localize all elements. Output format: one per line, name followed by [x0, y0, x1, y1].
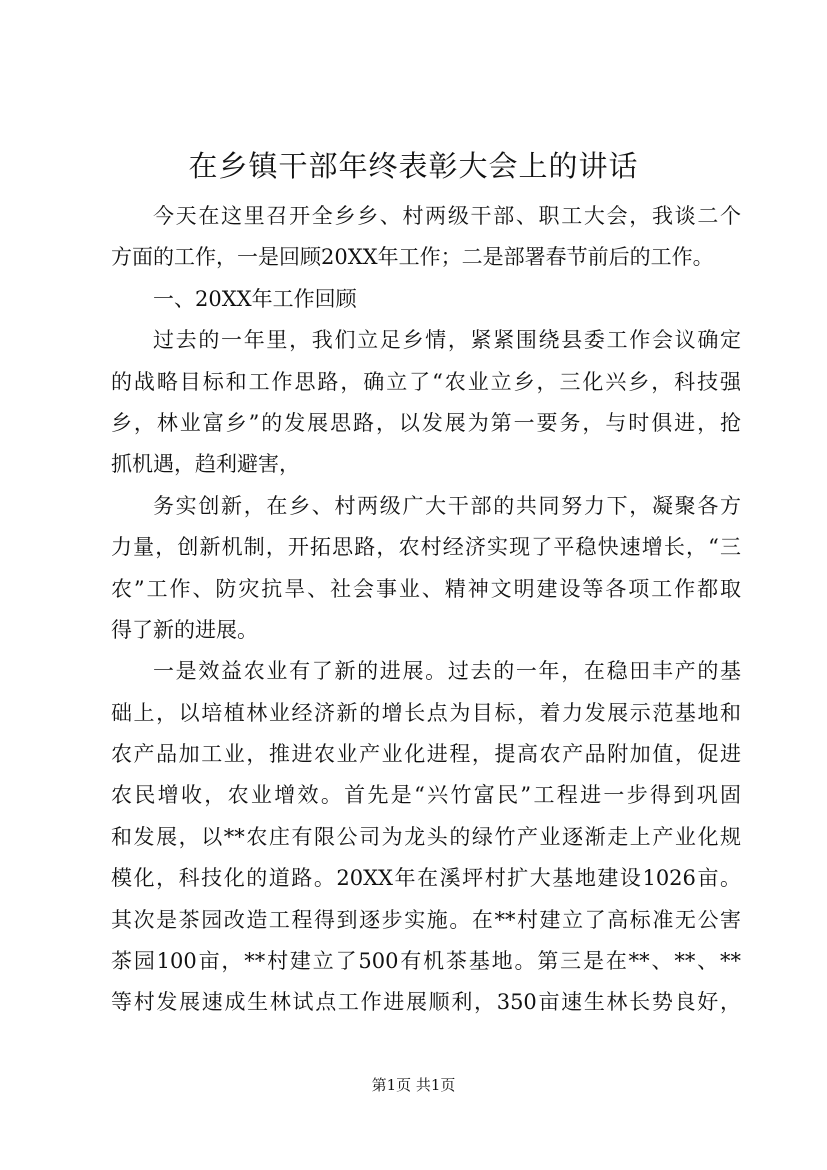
paragraph-line: 农民增收，农业增效。首先是“兴竹富民”工程进一步得到巩固 [111, 783, 741, 808]
paragraph-line: 和发展，以**农庄有限公司为龙头的绿竹产业逐渐走上产业化规 [111, 824, 741, 849]
paragraph-line: 方面的工作，一是回顾20XX年工作；二是部署春节前后的工作。 [111, 245, 714, 270]
paragraph-line: 抓机遇，趋利避害， [111, 452, 300, 477]
paragraph-line: 力量，创新机制，开拓思路，农村经济实现了平稳快速增长，“三 [111, 535, 741, 560]
paragraph-line: 过去的一年里，我们立足乡情，紧紧围绕县委工作会议确定 [153, 328, 741, 353]
paragraph-line: 一是效益农业有了新的进展。过去的一年，在稳田丰产的基 [153, 659, 741, 684]
paragraph-line: 础上，以培植林业经济新的增长点为目标，着力发展示范基地和 [111, 700, 741, 725]
paragraph-line: 的战略目标和工作思路，确立了“农业立乡，三化兴乡，科技强 [111, 369, 741, 394]
paragraph-line: 等村发展速成生林试点工作进展顺利，350亩速生林长势良好， [111, 990, 741, 1015]
paragraph-line: 茶园100亩，**村建立了500有机茶基地。第三是在**、**、** [111, 949, 741, 974]
paragraph-line: 农产品加工业，推进农业产业化进程，提高农产品附加值，促进 [111, 742, 741, 767]
paragraph-line: 模化，科技化的道路。20XX年在溪坪村扩大基地建设1026亩。 [111, 866, 741, 891]
page-footer: 第1页 共1页 [371, 1076, 456, 1094]
document-title: 在乡镇干部年终表彰大会上的讲话 [188, 149, 639, 183]
paragraph-line: 务实创新，在乡、村两级广大干部的共同努力下，凝聚各方 [153, 493, 741, 518]
paragraph-line: 乡，林业富乡”的发展思路，以发展为第一要务，与时俱进，抢 [111, 410, 741, 435]
paragraph-line: 得了新的进展。 [111, 617, 258, 642]
paragraph-line: 今天在这里召开全乡乡、村两级干部、职工大会，我谈二个 [153, 204, 741, 228]
document-body [111, 196, 741, 1024]
section-heading: 一、20XX年工作回顾 [153, 286, 357, 311]
paragraph-line: 其次是茶园改造工程得到逐步实施。在**村建立了高标准无公害 [111, 907, 741, 932]
paragraph-line: 农”工作、防灾抗旱、社会事业、精神文明建设等各项工作都取 [111, 576, 741, 601]
